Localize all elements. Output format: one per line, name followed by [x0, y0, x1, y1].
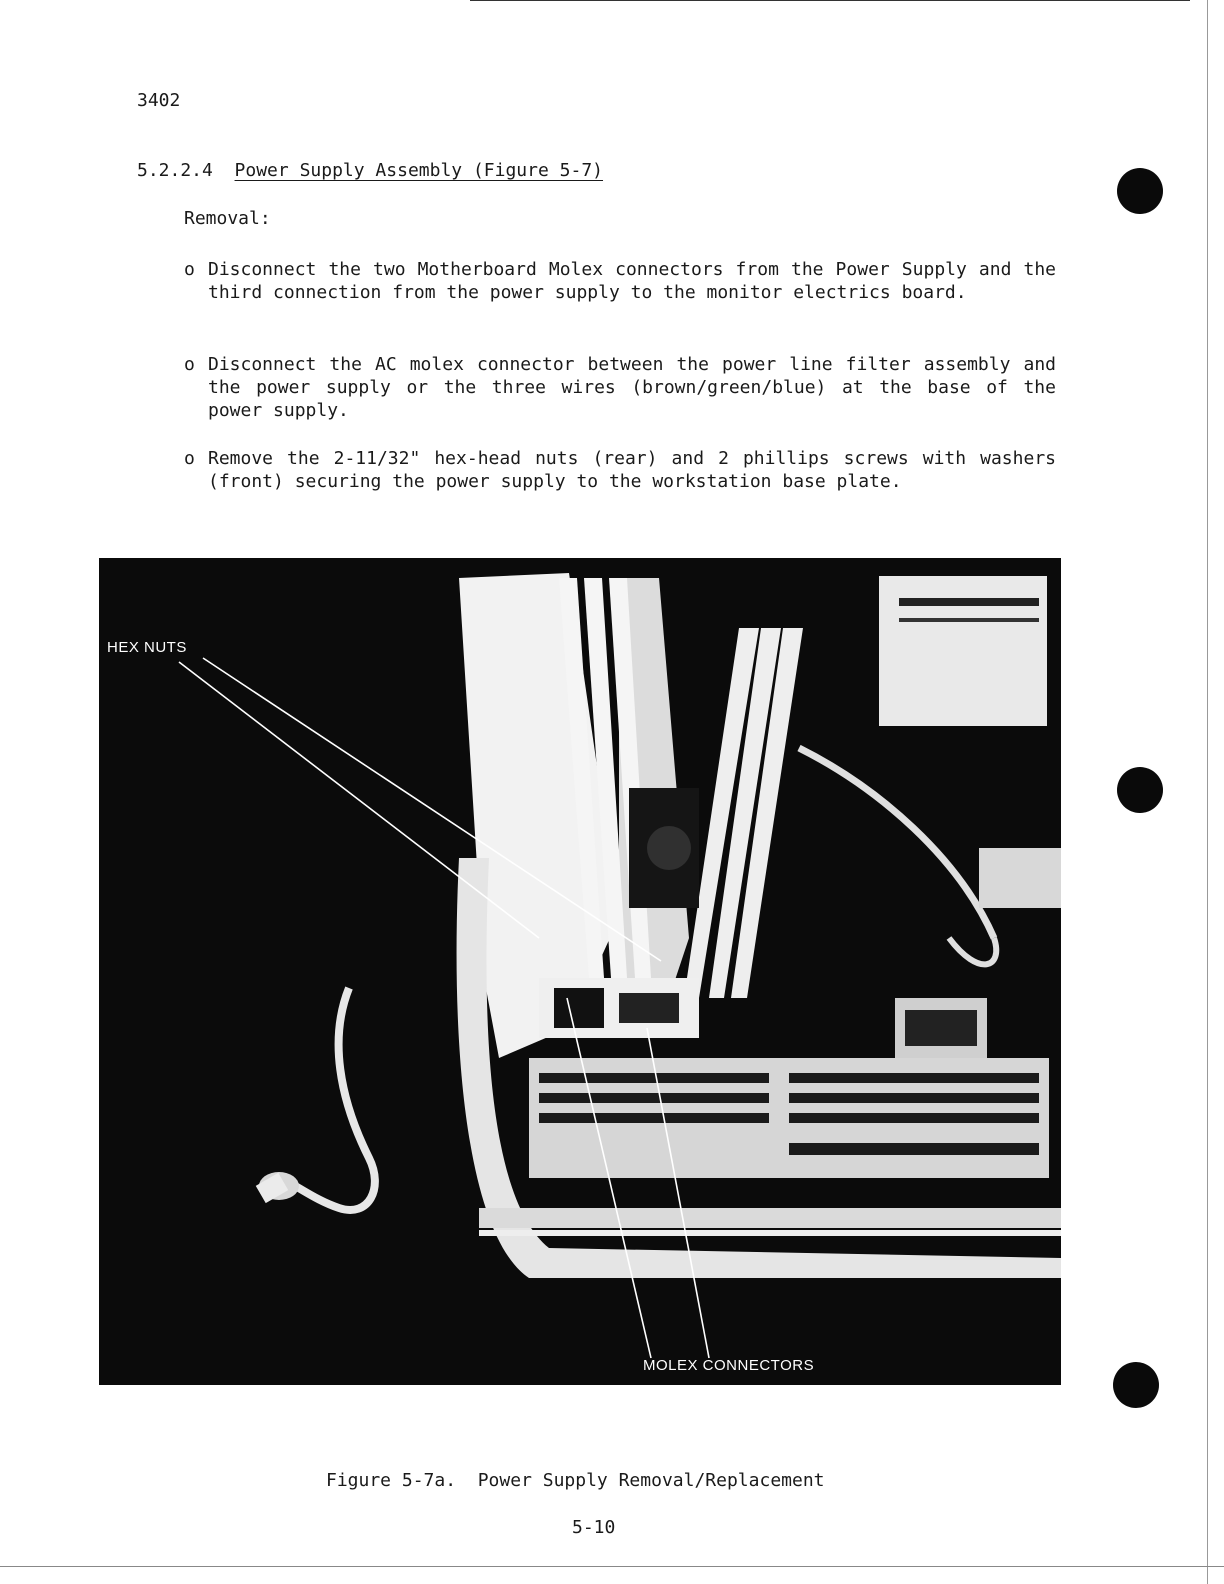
removal-step [184, 258, 1056, 304]
section-number: 5.2.2.4 [137, 160, 213, 181]
binder-hole [1117, 168, 1163, 214]
scan-edge-top [470, 0, 1190, 1]
power-supply-photo [99, 558, 1061, 1385]
step-text: Disconnect the two Motherboard Molex connectors from the Power Supply and the third connection from the power supply to the monitor electrics board. [208, 259, 1056, 303]
removal-step [184, 353, 1056, 422]
removal-label: Removal: [184, 208, 271, 229]
step-text: Remove the 2-11/32" hex-head nuts (rear) and 2 phillips screws with washers (front) securing the power supply to the workstation base plate. [208, 448, 1056, 492]
scan-edge-right [1207, 0, 1208, 1584]
molex-connectors-callout: MOLEX CONNECTORS [643, 1357, 815, 1374]
section-heading [137, 160, 603, 181]
binder-hole [1117, 767, 1163, 813]
section-title: Power Supply Assembly (Figure 5-7) [234, 160, 604, 181]
figure-caption: Figure 5-7a. Power Supply Removal/Replacement [326, 1470, 825, 1491]
step-bullet: o [184, 354, 195, 375]
binder-hole [1113, 1362, 1159, 1408]
removal-step [184, 447, 1056, 493]
step-bullet: o [184, 259, 195, 280]
hex-nuts-callout: HEX NUTS [107, 639, 187, 656]
page-code: 3402 [137, 90, 181, 111]
scan-edge-bottom [0, 1566, 1224, 1567]
page-number: 5-10 [572, 1517, 616, 1538]
step-bullet: o [184, 448, 195, 469]
step-text: Disconnect the AC molex connector between the power line filter assembly and the power supply or the three wires (brown/green/blue) at the base of the power supply. [208, 354, 1056, 421]
